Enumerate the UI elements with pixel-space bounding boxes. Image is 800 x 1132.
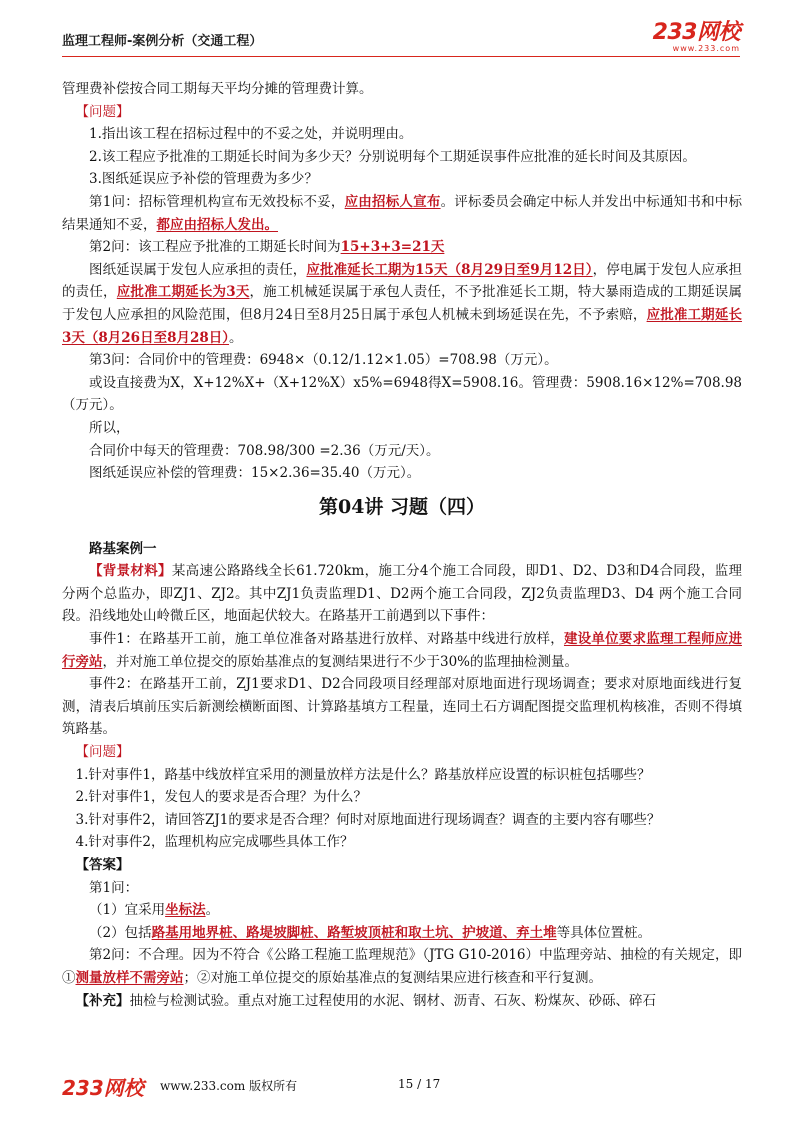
daily-fee: 合同价中每天的管理费：708.98/300 =2.36（万元/天）。 bbox=[89, 442, 440, 459]
highlight: 坐标法 bbox=[165, 902, 206, 919]
document-title: 监理工程师-案例分析（交通工程） bbox=[62, 34, 263, 49]
highlight: 应批准工期延长为3天 bbox=[116, 284, 250, 301]
question-tag: 【问题】 bbox=[75, 744, 130, 761]
footer-copyright: www.233.com 版权所有 bbox=[160, 1079, 298, 1093]
document-body bbox=[62, 78, 742, 1012]
answer-q2: 第2问：不合理。因为不符合《公路工程施工监理规范》（JTG G10-2016）中监理旁站、抽检的有关规定，即①测量放样不需旁站；②对施工单位提交的原始基准点的复测结果应进行核查和平行复测。 bbox=[62, 947, 742, 986]
case-question-4: 4.针对事件2，监理机构应完成哪些具体工作？ bbox=[75, 834, 354, 851]
answer-1: 第1问：招标管理机构宣布无效投标不妥，应由招标人宣布。评标委员会确定中标人并发出中标通知书和中标结果通知不妥，都应由招标人发出。 bbox=[62, 193, 743, 233]
answer-2-detail: 图纸延误属于发包人应承担的责任，应批准延长工期为15天（8月29日至9月12日），停电属于发包人应承担的责任，应批准工期延长为3天，施工机械延误属于承包人责任，不予批准延长工期，特大暴雨造成的工期延误属于发包人应承担的风险范围，但8月24日至8月25日属于承包人机械未到场延误在先，不予索赔，应批准工期延长3天（8月26日至8月28日）。 bbox=[62, 261, 743, 346]
answer-2: 第2问：该工程应予批准的工期延长时间为15+3+3=21天 bbox=[89, 239, 445, 256]
highlight: 建设单位要求监理工程师应进行旁站 bbox=[62, 631, 742, 670]
case-question-3: 3.针对事件2，请回答ZJ1的要求是否合理？何时对原地面进行现场调查？调查的主要内容有哪些？ bbox=[75, 811, 661, 828]
answer-tag: 【答案】 bbox=[75, 857, 130, 873]
highlight: 测量放样不需旁站 bbox=[75, 969, 184, 986]
header-divider bbox=[62, 56, 740, 57]
answer-q1-part2: （2）包括路基用地界桩、路堤坡脚桩、路堑坡顶桩和取土坑、护坡道、弃土堆等具体位置桩。 bbox=[89, 924, 652, 941]
background: 【背景材料】某高速公路路线全长61.720km，施工分4个施工合同段，即D1、D2、D3和D4合同段，监理分两个总监办，即ZJ1、ZJ2。其中ZJ1负责监理D1、D2两个施工合同段，ZJ2负责监理D3、D4 两个施工合同段。沿线地处山岭微丘区，地面起伏较大。在路基开工前遇到以下事件： bbox=[62, 563, 742, 625]
question-1: 1.指出该工程在招标过程中的不妥之处，并说明理由。 bbox=[89, 126, 413, 143]
brand-logo-mark: 233网校 bbox=[652, 20, 740, 45]
answer-q1-part1: （1）宜采用坐标法。 bbox=[89, 902, 220, 919]
paragraph: 管理费补偿按合同工期每天平均分摊的管理费计算。 bbox=[62, 81, 373, 97]
case-title: 路基案例一 bbox=[89, 540, 157, 557]
supplement: 【补充】抽检与检测试验。重点对施工过程使用的水泥、钢材、沥青、石灰、粉煤灰、砂砾、碎石 bbox=[75, 992, 656, 1009]
page-footer bbox=[62, 1072, 740, 1100]
supplement-tag: 【补充】 bbox=[75, 992, 130, 1009]
highlight: 15+3+3=21天 bbox=[340, 239, 445, 256]
question-3: 3.图纸延误应予补偿的管理费为多少？ bbox=[89, 171, 318, 188]
footer-logo[interactable]: 233网校 bbox=[62, 1076, 144, 1100]
highlight: 都应由招标人发出。 bbox=[156, 216, 278, 233]
compensation: 图纸延误应补偿的管理费：15×2.36=35.40（万元）。 bbox=[89, 465, 421, 482]
event-2: 事件2：在路基开工前，ZJ1要求D1、D2合同段项目经理部对原地面进行现场调查；要求对原地面线进行复测，清表后填前压实后新测绘横断面图、计算路基填方工程量，连同土石方调配图提交监理机构核准，否则不得填筑路基。 bbox=[62, 676, 742, 738]
event-1: 事件1：在路基开工前，施工单位准备对路基进行放样、对路基中线进行放样，建设单位要求监理工程师应进行旁站，并对施工单位提交的原始基准点的复测结果进行不少于30%的监理抽检测量。 bbox=[62, 631, 742, 670]
brand-logo[interactable] bbox=[653, 22, 740, 53]
page-header bbox=[62, 22, 740, 52]
highlight: 应批准工期延长3天（8月26日至8月28日） bbox=[62, 306, 742, 346]
answer-3-alt: 或设直接费为X，X+12%X+（X+12%X）x5%=6948得X=5908.16。管理费：5908.16×12%=708.98（万元）。 bbox=[62, 374, 742, 414]
case-question-1: 1.针对事件1，路基中线放样宜采用的测量放样方法是什么？路基放样应设置的标识桩包括哪些？ bbox=[75, 766, 651, 783]
section-heading: 第04讲 习题（四） bbox=[318, 495, 486, 518]
brand-logo-url: www.233.com bbox=[672, 44, 740, 53]
answer-q1-label: 第1问： bbox=[89, 879, 139, 896]
highlight: 应由招标人宣布 bbox=[344, 193, 441, 210]
background-tag: 【背景材料】 bbox=[89, 563, 172, 580]
highlight: 应批准延长工期为15天（8月29日至9月12日） bbox=[306, 261, 593, 278]
paragraph: 所以， bbox=[89, 419, 130, 436]
question-2: 2.该工程应予批准的工期延长时间为多少天？分别说明每个工期延误事件应批准的延长时间及其原因。 bbox=[89, 148, 696, 165]
case-question-2: 2.针对事件1，发包人的要求是否合理？为什么？ bbox=[75, 789, 367, 806]
highlight: 路基用地界桩、路堤坡脚桩、路堑坡顶桩和取土坑、护坡道、弃土堆 bbox=[151, 924, 557, 941]
page-number: 15 / 17 bbox=[398, 1077, 441, 1091]
question-tag: 【问题】 bbox=[75, 103, 130, 120]
answer-3: 第3问：合同价中的管理费：6948×（0.12/1.12×1.05）=708.98（万元）。 bbox=[89, 352, 558, 369]
